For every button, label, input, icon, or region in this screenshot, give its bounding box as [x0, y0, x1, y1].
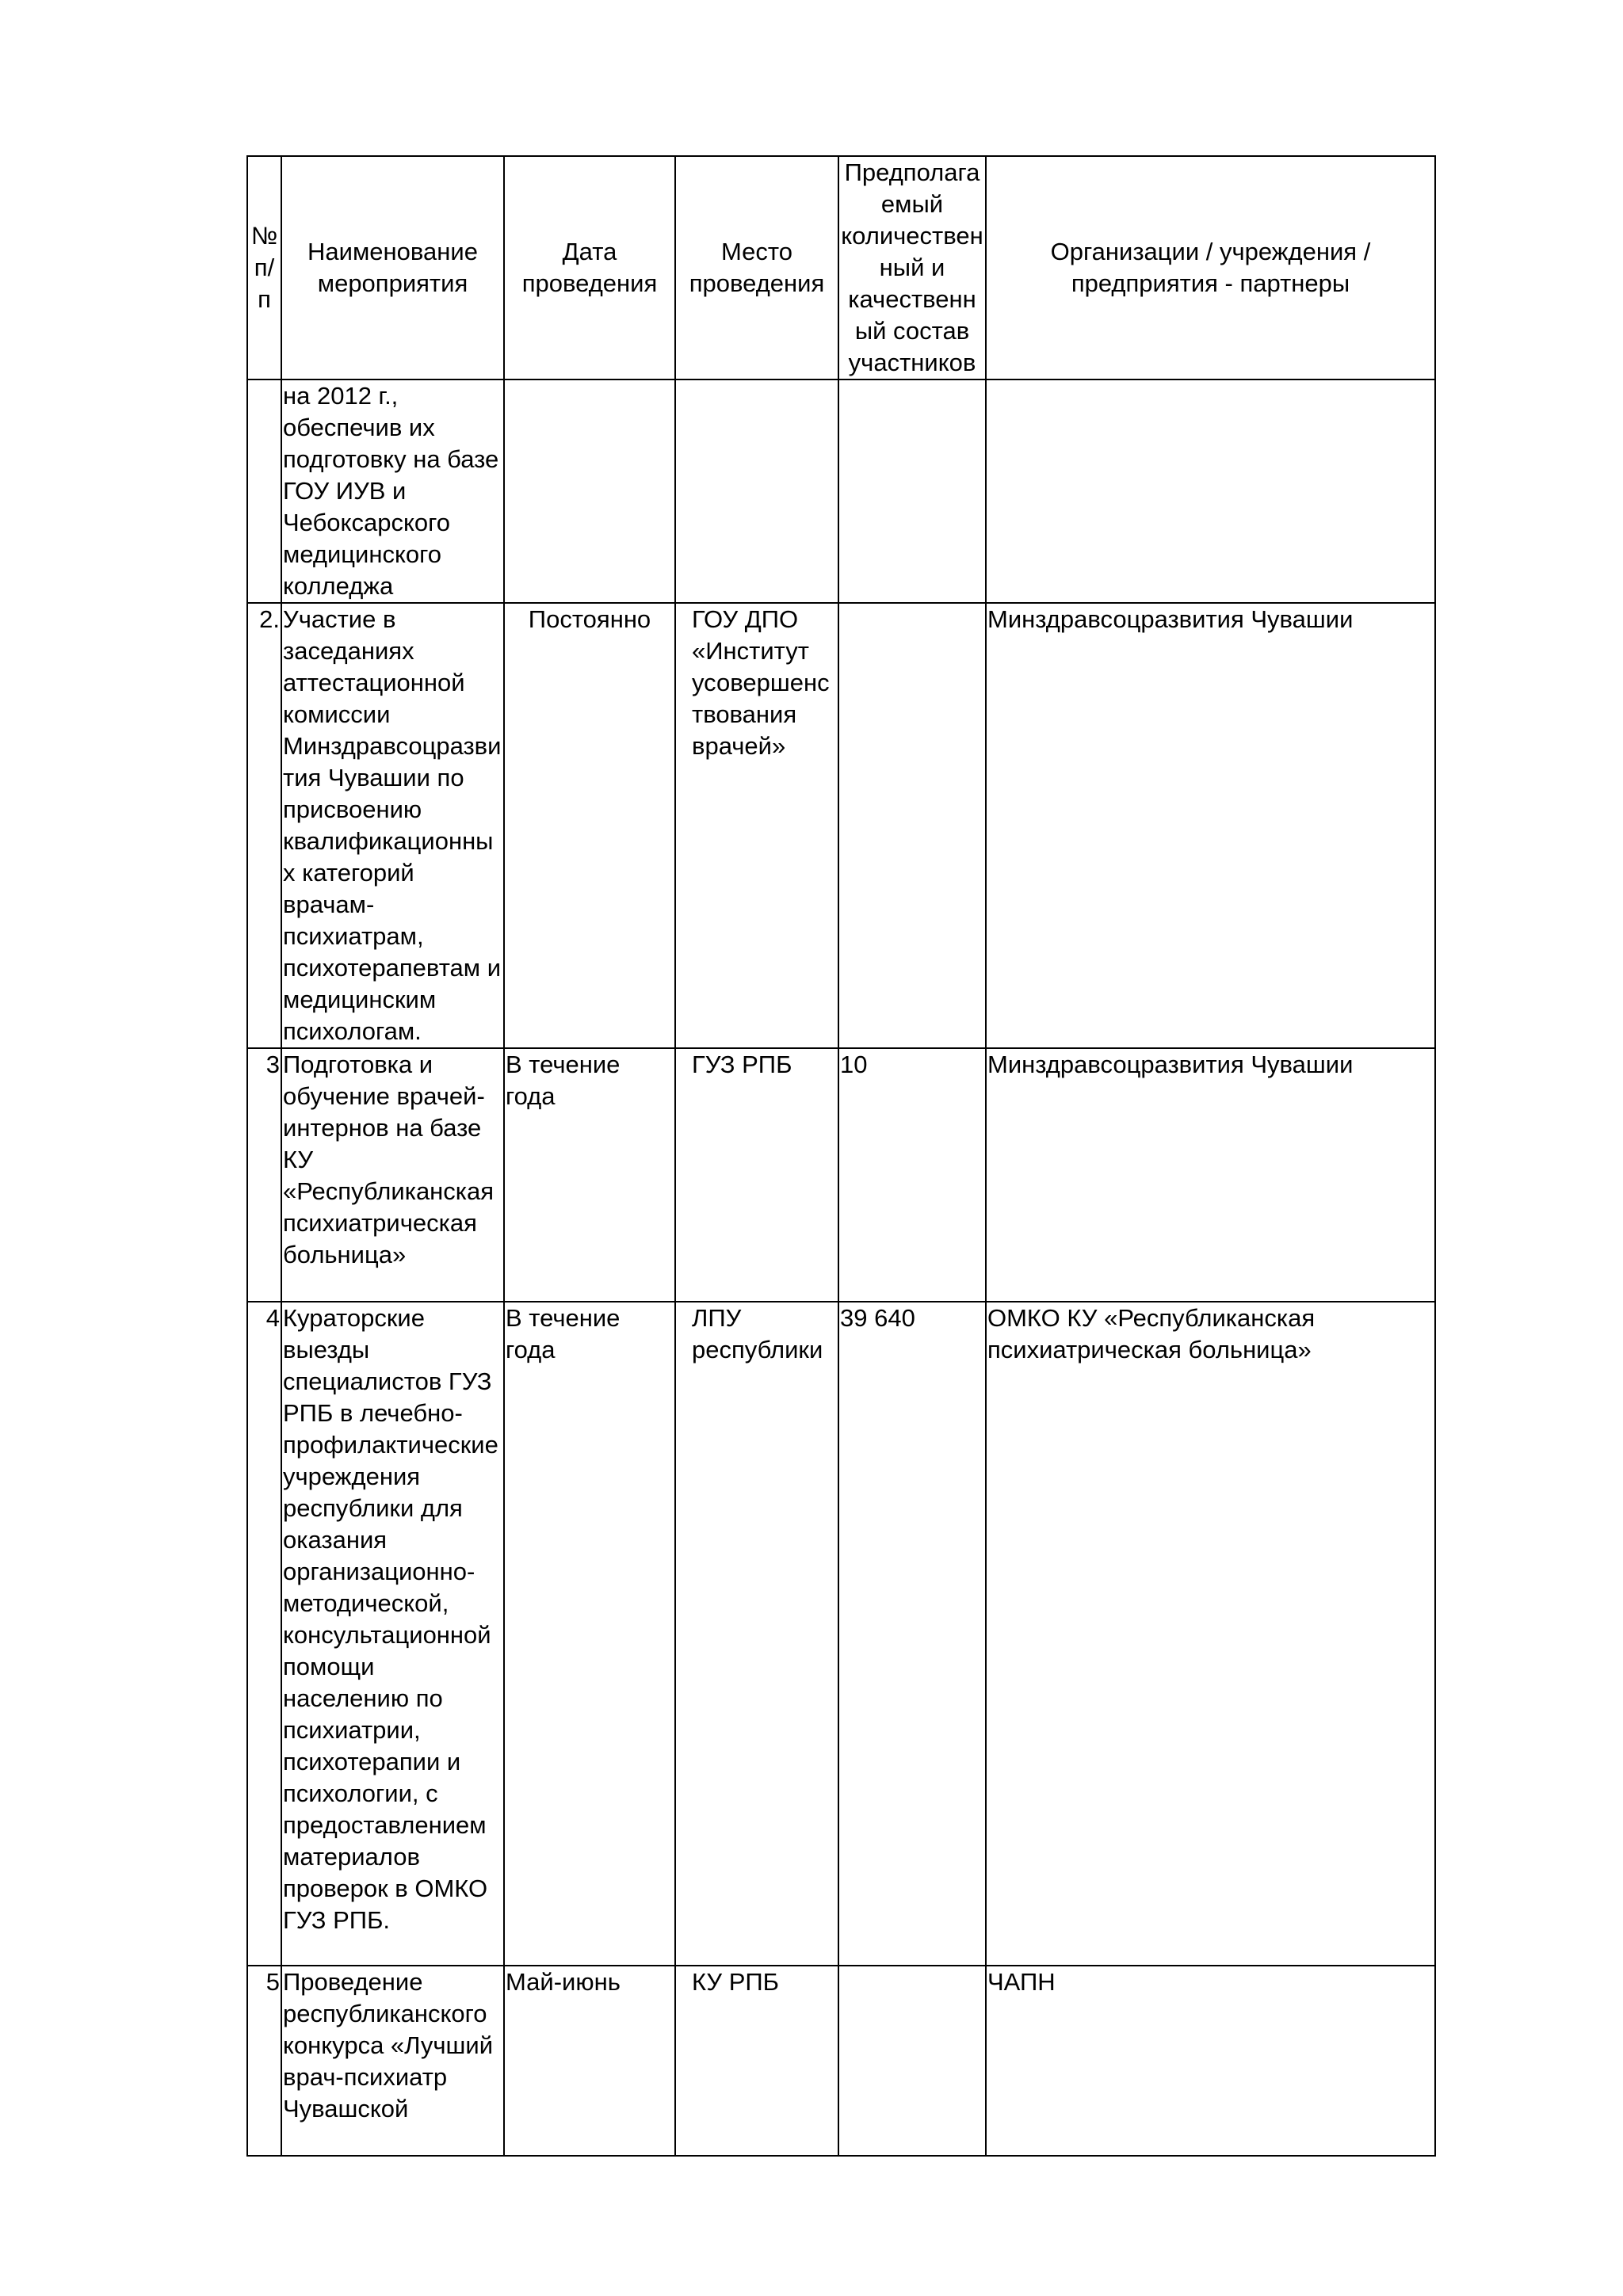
header-participants: Предполагаемый количественный и качественный состав участников — [838, 156, 986, 379]
table-row — [247, 1302, 1435, 1966]
row-num: 2. — [247, 603, 281, 1048]
row-partners — [986, 379, 1435, 603]
table-row — [247, 379, 1435, 603]
row-date: В течение года — [504, 1302, 675, 1966]
row-date: В течение года — [504, 1048, 675, 1302]
row-participants: 39 640 — [838, 1302, 986, 1966]
row-place: ГОУ ДПО «Институт усовершенствования врачей» — [675, 603, 838, 1048]
events-table — [246, 155, 1436, 2157]
row-participants — [838, 1966, 986, 2156]
row-name: Подготовка и обучение врачей-интернов на базе КУ «Республиканская психиатрическая больница» — [281, 1048, 504, 1302]
row-partners: ЧАПН — [986, 1966, 1435, 2156]
header-partners: Организации / учреждения / предприятия - партнеры — [986, 156, 1435, 379]
table-row — [247, 603, 1435, 1048]
header-num: № п/п — [247, 156, 281, 379]
header-place: Место проведения — [675, 156, 838, 379]
row-place: КУ РПБ — [675, 1966, 838, 2156]
row-num: 4 — [247, 1302, 281, 1966]
row-date — [504, 379, 675, 603]
row-date: Май-июнь — [504, 1966, 675, 2156]
row-name: Проведение республиканского конкурса «Лучший врач-психиатр Чувашской — [281, 1966, 504, 2156]
row-place: ГУЗ РПБ — [675, 1048, 838, 1302]
row-num: 5 — [247, 1966, 281, 2156]
row-partners: Минздравсоцразвития Чувашии — [986, 603, 1435, 1048]
row-name: Участие в заседаниях аттестационной комиссии Минздравсоцразвития Чувашии по присвоению квалификационных категорий врачам-психиатрам, психотерапевтам и медицинским психологам. — [281, 603, 504, 1048]
row-name: Кураторские выезды специалистов ГУЗ РПБ в лечебно-профилактические учреждения республики для оказания организационно-методической, консультационной помощи населению по психиатрии, психотерапии и психологии, с предоставлением материалов проверок в ОМКО ГУЗ РПБ. — [281, 1302, 504, 1966]
row-name: на 2012 г., обеспечив их подготовку на базе ГОУ ИУВ и Чебоксарского медицинского колледжа — [281, 379, 504, 603]
row-date: Постоянно — [504, 603, 675, 1048]
row-place: ЛПУ республики — [675, 1302, 838, 1966]
row-num — [247, 379, 281, 603]
row-place — [675, 379, 838, 603]
table-header-row — [247, 156, 1435, 379]
row-participants — [838, 379, 986, 603]
table-row — [247, 1966, 1435, 2156]
row-participants: 10 — [838, 1048, 986, 1302]
row-num: 3 — [247, 1048, 281, 1302]
row-participants — [838, 603, 986, 1048]
row-partners: Минздравсоцразвития Чувашии — [986, 1048, 1435, 1302]
header-date: Дата проведения — [504, 156, 675, 379]
table-row — [247, 1048, 1435, 1302]
header-name: Наименование мероприятия — [281, 156, 504, 379]
row-partners: ОМКО КУ «Республиканская психиатрическая больница» — [986, 1302, 1435, 1966]
